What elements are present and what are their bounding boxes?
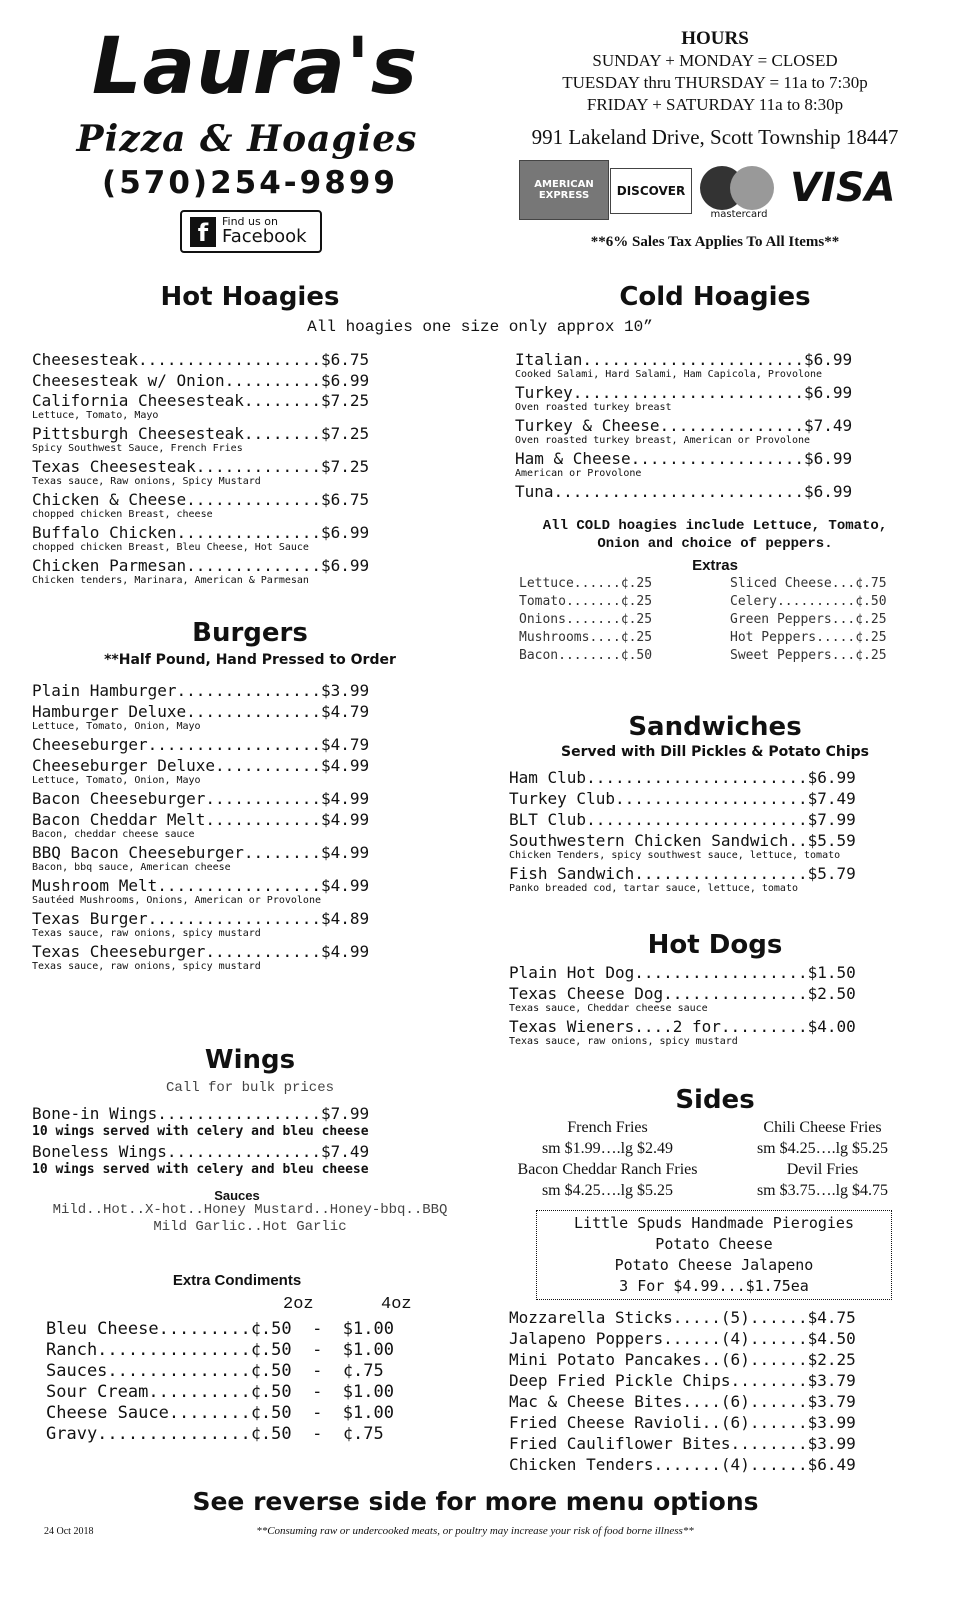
fries-grid: [500, 1117, 930, 1201]
facebook-line2: Facebook: [222, 225, 307, 247]
menu-item: Mini Potato Pancakes..(6)......$2.25: [509, 1350, 856, 1369]
menu-item-desc: American or Provolone: [515, 468, 642, 479]
menu-item: Cheeseburger Deluxe...........$4.99: [32, 756, 370, 775]
menu-item: Texas Cheese Dog...............$2.50: [509, 984, 856, 1003]
facebook-icon: f: [190, 217, 216, 247]
menu-item: Boneless Wings................$7.49: [32, 1142, 370, 1161]
cold-hoagies-list: [515, 351, 852, 501]
sides-title: Sides: [675, 1085, 755, 1115]
menu-item: Turkey Club....................$7.49: [509, 789, 856, 808]
pierogies-box: Little Spuds Handmade Pierogies Potato Cheese Potato Cheese Jalapeno 3 For $4.99...$1.75ea: [536, 1210, 892, 1300]
address: 991 Lakeland Drive, Scott Township 18447: [531, 125, 899, 149]
wings-note: Call for bulk prices: [165, 1080, 335, 1096]
menu-item: Mozzarella Sticks.....(5)......$4.75: [509, 1308, 856, 1327]
menu-item: Bacon Cheddar Melt............$4.99: [32, 810, 370, 829]
menu-item: Fried Cheese Ravioli..(6)......$3.99: [509, 1413, 856, 1432]
menu-item-desc: Bacon, bbq sauce, American cheese: [32, 862, 231, 873]
burgers-title: Burgers: [192, 618, 308, 648]
hours-line: FRIDAY + SATURDAY 11a to 8:30p: [586, 95, 844, 114]
burgers-list: [32, 682, 369, 973]
condiment-row: Sauces..............¢.50 - ¢.75: [46, 1361, 384, 1381]
fries-option: Bacon Cheddar Ranch Fries sm $4.25….lg $5.25: [517, 1161, 698, 1199]
menu-item-desc: chopped chicken Breast, Bleu Cheese, Hot Sauce: [32, 542, 309, 553]
menu-item: Mac & Cheese Bites....(6)......$3.79: [509, 1392, 856, 1411]
cold-hoagies-note: All COLD hoagies include Lettuce, Tomato, Onion and choice of peppers.: [542, 518, 888, 552]
condiment-row: Cheese Sauce........¢.50 - $1.00: [46, 1403, 394, 1423]
menu-item-desc: Lettuce, Tomato, Onion, Mayo: [32, 721, 201, 732]
menu-item: Texas Cheesesteak.............$7.25: [32, 457, 370, 476]
hot-hoagies-title: Hot Hoagies: [160, 282, 340, 312]
sandwiches-title: Sandwiches: [628, 712, 802, 742]
menu-item: Plain Hot Dog..................$1.50: [509, 963, 856, 982]
extra-item: Bacon........¢.50: [519, 648, 653, 663]
wings-list: [32, 1105, 369, 1178]
menu-item: Chicken & Cheese..............$6.75: [32, 490, 370, 509]
mastercard-logo: mastercard: [700, 166, 782, 222]
menu-item-desc: Panko breaded cod, tartar sauce, lettuce, tomato: [509, 883, 798, 894]
hours-block: [505, 28, 925, 116]
menu-item-desc: Cooked Salami, Hard Salami, Ham Capicola, Provolone: [515, 369, 823, 380]
menu-item: Cheeseburger..................$4.79: [32, 735, 370, 754]
extras-right-list: [730, 575, 887, 665]
sandwiches-note: Served with Dill Pickles & Potato Chips: [560, 744, 869, 760]
food-warning: **Consuming raw or undercooked meats, or poultry may increase your risk of food borne illness**: [256, 1525, 694, 1537]
wings-title: Wings: [204, 1045, 296, 1075]
extra-item: Lettuce......¢.25: [519, 576, 653, 591]
facebook-badge[interactable]: [180, 210, 322, 253]
menu-item: California Cheesesteak........$7.25: [32, 391, 370, 410]
menu-item: Bacon Cheeseburger............$4.99: [32, 789, 370, 808]
condiments-col-4oz: 4oz: [381, 1295, 412, 1314]
hours-line: TUESDAY thru THURSDAY = 11a to 7:30p: [562, 73, 868, 92]
restaurant-name: Laura's: [91, 22, 419, 112]
menu-item: Plain Hamburger...............$3.99: [32, 681, 370, 700]
print-date: 24 Oct 2018: [44, 1526, 94, 1537]
menu-item-desc: Sautéed Mushrooms, Onions, American or Provolone: [32, 895, 321, 906]
visa-logo: VISA: [790, 165, 896, 211]
hot-dogs-list: [509, 964, 856, 1048]
menu-item: Bone-in Wings.................$7.99: [32, 1104, 370, 1123]
menu-item-desc: chopped chicken Breast, cheese: [32, 509, 213, 520]
menu-item-desc: Oven roasted turkey breast: [515, 402, 672, 413]
tax-note: **6% Sales Tax Applies To All Items**: [590, 234, 840, 250]
hot-dogs-title: Hot Dogs: [647, 930, 783, 960]
menu-item-desc: Spicy Southwest Sauce, French Fries: [32, 443, 243, 454]
menu-item-desc: Texas sauce, Raw onions, Spicy Mustard: [32, 476, 261, 487]
menu-item: BLT Club.......................$7.99: [509, 810, 856, 829]
extras-title: Extras: [692, 557, 738, 574]
menu-item: Cheesesteak w/ Onion..........$6.99: [32, 371, 370, 390]
menu-item: Texas Wieners....2 for.........$4.00: [509, 1017, 856, 1036]
extra-item: Sliced Cheese...¢.75: [730, 576, 887, 591]
menu-item-desc: Texas sauce, raw onions, spicy mustard: [32, 928, 261, 939]
sauces-title: Sauces: [214, 1188, 260, 1203]
menu-item: Ham & Cheese..................$6.99: [515, 449, 853, 468]
menu-item-desc: Bacon, cheddar cheese sauce: [32, 829, 195, 840]
menu-item: Mushroom Melt.................$4.99: [32, 876, 370, 895]
menu-item-desc: Chicken Tenders, spicy southwest sauce, lettuce, tomato: [509, 850, 841, 861]
fries-option: Chili Cheese Fries sm $4.25….lg $5.25: [756, 1119, 889, 1157]
menu-item-desc: 10 wings served with celery and bleu cheese: [32, 1124, 369, 1139]
menu-item-desc: Texas sauce, Cheddar cheese sauce: [509, 1003, 708, 1014]
discover-logo: DISCOVER: [610, 168, 692, 214]
menu-item: Fish Sandwich..................$5.79: [509, 864, 856, 883]
mastercard-circle-right-icon: [730, 166, 774, 210]
condiments-title: Extra Condiments: [172, 1272, 302, 1289]
cold-hoagies-title: Cold Hoagies: [619, 282, 811, 312]
extra-item: Mushrooms....¢.25: [519, 630, 653, 645]
menu-item-desc: Texas sauce, raw onions, spicy mustard: [32, 961, 261, 972]
reverse-side-note: See reverse side for more menu options: [192, 1487, 759, 1516]
menu-item: Cheesesteak...................$6.75: [32, 350, 370, 369]
condiment-row: Sour Cream..........¢.50 - $1.00: [46, 1382, 394, 1402]
extra-item: Tomato.......¢.25: [519, 594, 653, 609]
extra-item: Sweet Peppers...¢.25: [730, 648, 887, 663]
facebook-line1: Find us on: [222, 215, 278, 229]
condiment-row: Bleu Cheese.........¢.50 - $1.00: [46, 1319, 394, 1339]
hot-hoagies-list: [32, 351, 369, 587]
condiments-list: [46, 1319, 394, 1445]
menu-item: Chicken Tenders.......(4)......$6.49: [509, 1455, 856, 1474]
hours-line: SUNDAY + MONDAY = CLOSED: [592, 51, 838, 70]
extra-item: Green Peppers...¢.25: [730, 612, 887, 627]
fries-option: French Fries sm $1.99….lg $2.49: [541, 1119, 674, 1157]
sandwiches-list: [509, 769, 856, 895]
menu-item-desc: Chicken tenders, Marinara, American & Parmesan: [32, 575, 309, 586]
menu-item-desc: Oven roasted turkey breast, American or Provolone: [515, 435, 811, 446]
menu-item-desc: Texas sauce, raw onions, spicy mustard: [509, 1036, 738, 1047]
menu-item-desc: Lettuce, Tomato, Mayo: [32, 410, 159, 421]
sauces-line: Mild Garlic..Hot Garlic: [153, 1219, 347, 1235]
menu-item: Ham Club.......................$6.99: [509, 768, 856, 787]
menu-item: Jalapeno Poppers......(4)......$4.50: [509, 1329, 856, 1348]
extra-item: Onions.......¢.25: [519, 612, 653, 627]
menu-item: Turkey........................$6.99: [515, 383, 853, 402]
extra-item: Celery..........¢.50: [730, 594, 887, 609]
menu-item: Deep Fried Pickle Chips........$3.79: [509, 1371, 856, 1390]
hours-title: HOURS: [681, 28, 749, 49]
menu-item: Buffalo Chicken...............$6.99: [32, 523, 370, 542]
restaurant-subtitle: Pizza & Hoagies: [76, 118, 418, 160]
menu-item: Pittsburgh Cheesesteak........$7.25: [32, 424, 370, 443]
extra-item: Hot Peppers.....¢.25: [730, 630, 887, 645]
menu-item: Texas Burger..................$4.89: [32, 909, 370, 928]
phone-number: (570)254-9899: [102, 165, 398, 201]
condiment-row: Ranch...............¢.50 - $1.00: [46, 1340, 394, 1360]
condiment-row: Gravy...............¢.50 - ¢.75: [46, 1424, 384, 1444]
menu-item: Tuna..........................$6.99: [515, 482, 853, 501]
burgers-note: **Half Pound, Hand Pressed to Order: [104, 652, 396, 668]
menu-item: BBQ Bacon Cheeseburger........$4.99: [32, 843, 370, 862]
menu-item: Turkey & Cheese...............$7.49: [515, 416, 853, 435]
sides-list: [509, 1307, 856, 1475]
condiments-col-2oz: 2oz: [283, 1295, 314, 1314]
sauces-line: Mild..Hot..X-hot..Honey Mustard..Honey-bbq..BBQ: [52, 1202, 448, 1218]
menu-item: Southwestern Chicken Sandwich..$5.59: [509, 831, 856, 850]
menu-item: Italian.......................$6.99: [515, 350, 853, 369]
menu-item: Texas Cheeseburger............$4.99: [32, 942, 370, 961]
hoagie-size-note: All hoagies one size only approx 10”: [307, 318, 653, 336]
fries-option: Devil Fries sm $3.75….lg $4.75: [756, 1161, 889, 1199]
menu-item-desc: 10 wings served with celery and bleu cheese: [32, 1162, 369, 1177]
menu-item: Hamburger Deluxe..............$4.79: [32, 702, 370, 721]
amex-logo: AMERICAN EXPRESS: [519, 160, 609, 220]
menu-item: Fried Cauliflower Bites........$3.99: [509, 1434, 856, 1453]
menu-item: Chicken Parmesan..............$6.99: [32, 556, 370, 575]
extras-left-list: [519, 575, 652, 665]
menu-item-desc: Lettuce, Tomato, Onion, Mayo: [32, 775, 201, 786]
